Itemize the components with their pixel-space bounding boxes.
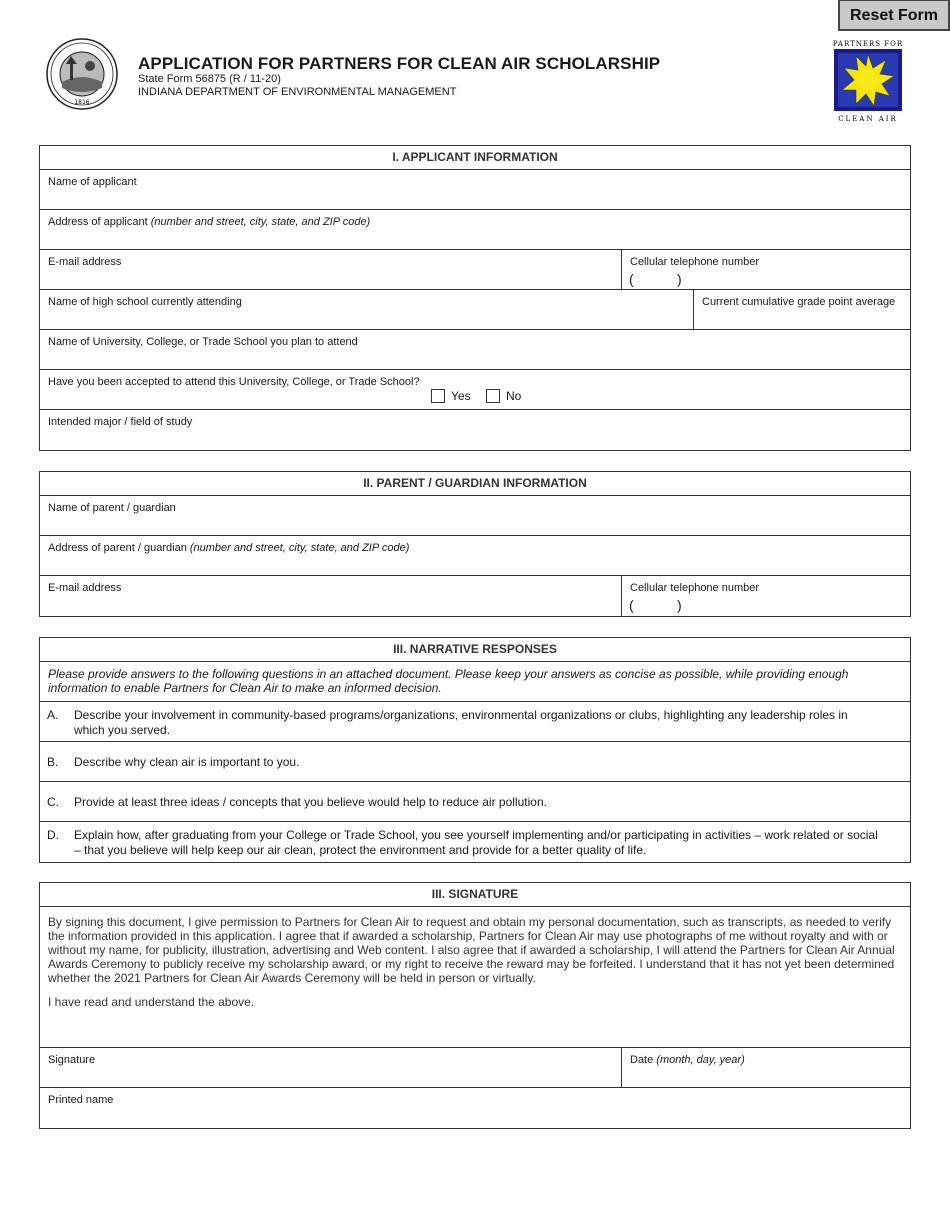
consent-paragraph: By signing this document, I give permission to Partners for Clean Air to request and obtain my personal documentation, such as transcripts, as needed to verify the information provided in this application. I agree that if awarded a scholarship, Partners for Clean Air may use photographs of me without royalty and with or without my name, for publicity, illustration, advertising and Web content. I also agree that if awarded a scholarship, I will attend the Partners for Clean Air Annual Awards Ceremony to publicly receive my scholarship award, or my right to receive the reward may be forfeited. I understand that it has not yet been determined whether the 2021 Partners for Clean Air Awards Ceremony will be held in person or virtually. <box>48 915 895 985</box>
applicant-name-field[interactable] <box>40 170 910 210</box>
question-b <box>40 742 910 782</box>
signature-section <box>39 882 911 1129</box>
gpa-field[interactable] <box>694 290 910 329</box>
area-code-open-paren: ( <box>629 271 634 287</box>
field-label: Intended major / field of study <box>48 416 193 428</box>
signature-field[interactable] <box>40 1048 621 1087</box>
no-label: No <box>506 389 522 403</box>
question-text: Provide at least three ideas / concepts that you believe would help to reduce air pollution. <box>74 795 547 809</box>
partners-for-clean-air-logo <box>830 38 906 124</box>
question-d <box>40 822 910 862</box>
consent-statement <box>40 907 910 1048</box>
question-a <box>40 702 910 742</box>
guardian-email-field[interactable] <box>40 576 621 616</box>
section-heading: I. APPLICANT INFORMATION <box>40 146 910 170</box>
field-label: Have you been accepted to attend this University, College, or Trade School? <box>48 376 420 388</box>
signature-date-row <box>40 1048 910 1088</box>
field-label: Name of applicant <box>48 176 137 188</box>
major-field[interactable] <box>40 410 910 450</box>
field-label: Address of applicant (number and street, city, state, and ZIP code) <box>48 216 371 228</box>
field-label: Printed name <box>48 1094 114 1106</box>
agency-name: INDIANA DEPARTMENT OF ENVIRONMENTAL MANAGEMENT <box>138 86 457 98</box>
guardian-address-field[interactable] <box>40 536 910 576</box>
question-c <box>40 782 910 822</box>
field-label: E-mail address <box>48 582 122 594</box>
form-number: State Form 56875 (R / 11-20) <box>138 73 281 85</box>
area-code-open-paren: ( <box>629 597 634 613</box>
reset-form-button[interactable]: Reset Form <box>838 0 950 31</box>
accepted-no-option[interactable] <box>486 389 521 403</box>
svg-text:PARTNERS FOR: PARTNERS FOR <box>832 40 904 48</box>
applicant-email-field[interactable] <box>40 250 621 289</box>
university-field[interactable] <box>40 330 910 370</box>
question-text: Describe your involvement in community-based programs/organizations, environmental organizations or clubs, highlighting any leadership roles in which you served. <box>74 708 848 737</box>
accepted-question-row <box>40 370 910 410</box>
field-label: Address of parent / guardian (number and street, city, state, and ZIP code) <box>48 542 410 554</box>
field-label: Name of parent / guardian <box>48 502 176 514</box>
applicant-information-section <box>39 145 911 451</box>
field-label: Date (month, day, year) <box>630 1054 745 1066</box>
guardian-name-field[interactable] <box>40 496 910 536</box>
section-heading: III. NARRATIVE RESPONSES <box>40 638 910 662</box>
yes-checkbox[interactable] <box>431 389 445 403</box>
printed-name-field[interactable] <box>40 1088 910 1128</box>
svg-text:CLEAN AIR: CLEAN AIR <box>838 115 898 123</box>
date-field[interactable] <box>622 1048 910 1087</box>
field-label: Cellular telephone number <box>630 256 760 268</box>
question-text: Describe why clean air is important to you. <box>74 755 300 769</box>
question-text: Explain how, after graduating from your College or Trade School, you see yourself implementing and/or participating in activities – work related or social – that you believe will help keep our air clean, protect the environment and provide for a better quality of life. <box>74 828 878 857</box>
applicant-phone-field[interactable] <box>622 250 910 289</box>
area-code-close-paren: ) <box>677 597 682 613</box>
state-seal-icon <box>46 38 118 110</box>
field-label: Signature <box>48 1054 96 1066</box>
field-label: E-mail address <box>48 256 122 268</box>
question-letter: A. <box>47 708 59 722</box>
area-code-close-paren: ) <box>677 271 682 287</box>
field-label: Current cumulative grade point average <box>702 296 896 308</box>
acknowledgement-text: I have read and understand the above. <box>48 995 255 1009</box>
section-heading: II. PARENT / GUARDIAN INFORMATION <box>40 472 910 496</box>
svg-text:1816: 1816 <box>74 99 90 106</box>
yes-label: Yes <box>451 389 471 403</box>
guardian-contact-row <box>40 576 910 616</box>
question-letter: C. <box>47 795 59 809</box>
form-title: APPLICATION FOR PARTNERS FOR CLEAN AIR SCHOLARSHIP <box>138 54 661 73</box>
high-school-field[interactable] <box>40 290 693 329</box>
guardian-phone-field[interactable] <box>622 576 910 616</box>
applicant-contact-row <box>40 250 910 290</box>
narrative-responses-section <box>39 637 911 863</box>
field-label: Cellular telephone number <box>630 582 760 594</box>
question-letter: B. <box>47 755 59 769</box>
applicant-address-field[interactable] <box>40 210 910 250</box>
no-checkbox[interactable] <box>486 389 500 403</box>
narrative-instructions: Please provide answers to the following questions in an attached document. Please keep your answers as concise as possible, while providing enough information to enable Partners for Clean Air to make an informed decision. <box>40 662 910 702</box>
section-heading: III. SIGNATURE <box>40 883 910 907</box>
accepted-yes-option[interactable] <box>431 389 471 403</box>
question-letter: D. <box>47 828 59 842</box>
field-label: Name of high school currently attending <box>48 296 242 308</box>
applicant-school-row <box>40 290 910 330</box>
field-label: Name of University, College, or Trade School you plan to attend <box>48 336 358 348</box>
guardian-information-section <box>39 471 911 617</box>
